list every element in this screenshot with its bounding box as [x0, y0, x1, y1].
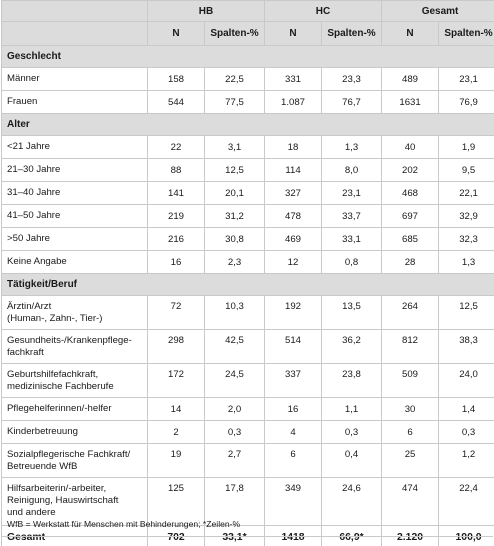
table-row — [2, 444, 494, 478]
total-cell: 66,9* — [322, 526, 382, 546]
cell: 114 — [265, 159, 322, 182]
cell: 474 — [382, 478, 439, 526]
section-title: Tätigkeit/Beruf — [2, 274, 494, 296]
section-row-alter — [2, 114, 494, 136]
cell: 0,3 — [205, 421, 265, 444]
cell: 6 — [265, 444, 322, 478]
cell: 125 — [148, 478, 205, 526]
cell: 685 — [382, 228, 439, 251]
cell: 17,8 — [205, 478, 265, 526]
cell: 9,5 — [439, 159, 494, 182]
table-footnote: WfB = Werkstatt für Menschen mit Behinderungen; *Zeilen-% — [7, 519, 241, 529]
cell: 12 — [265, 251, 322, 274]
cell: 1,2 — [439, 444, 494, 478]
cell: 514 — [265, 330, 322, 364]
table-row — [2, 330, 494, 364]
cell: 264 — [382, 296, 439, 330]
section-row-taetigkeit — [2, 274, 494, 296]
cell: 1,1 — [322, 398, 382, 421]
cell: 23,8 — [322, 364, 382, 398]
section-title: Alter — [2, 114, 494, 136]
cell: 1.087 — [265, 91, 322, 114]
cell: 812 — [382, 330, 439, 364]
cell: 1,3 — [322, 136, 382, 159]
group-header-row — [2, 1, 494, 22]
row-label: >50 Jahre — [2, 228, 148, 251]
table-row — [2, 296, 494, 330]
total-cell: 2.120 — [382, 526, 439, 546]
row-label: Geburtshilfefachkraft, medizinische Fachberufe — [2, 364, 148, 398]
total-cell: 100,0 — [439, 526, 494, 546]
row-label: Hilfsarbeiterin/-arbeiter, Reinigung, Hauswirtschaft und andere — [2, 478, 148, 526]
cell: 18 — [265, 136, 322, 159]
cell: 40 — [382, 136, 439, 159]
cell: 28 — [382, 251, 439, 274]
cell: 172 — [148, 364, 205, 398]
cell: 216 — [148, 228, 205, 251]
cell: 23,1 — [439, 68, 494, 91]
cell: 202 — [382, 159, 439, 182]
cell: 349 — [265, 478, 322, 526]
cell: 1,9 — [439, 136, 494, 159]
group-header-hb: HB — [148, 1, 265, 22]
cell: 12,5 — [439, 296, 494, 330]
cell: 76,9 — [439, 91, 494, 114]
corner-cell — [2, 1, 148, 22]
cell: 468 — [382, 182, 439, 205]
cell: 2,7 — [205, 444, 265, 478]
cell: 337 — [265, 364, 322, 398]
cell: 22,4 — [439, 478, 494, 526]
section-title: Geschlecht — [2, 46, 494, 68]
row-label: 31–40 Jahre — [2, 182, 148, 205]
cell: 42,5 — [205, 330, 265, 364]
row-label: Männer — [2, 68, 148, 91]
data-table — [1, 0, 494, 546]
subcol-header: N — [382, 22, 439, 46]
cell: 0,3 — [322, 421, 382, 444]
total-cell: 1418 — [265, 526, 322, 546]
table-row — [2, 421, 494, 444]
cell: 24,0 — [439, 364, 494, 398]
table-row — [2, 68, 494, 91]
cell: 2,3 — [205, 251, 265, 274]
row-label: <21 Jahre — [2, 136, 148, 159]
row-label: Kinderbetreuung — [2, 421, 148, 444]
cell: 544 — [148, 91, 205, 114]
cell: 13,5 — [322, 296, 382, 330]
row-label: Keine Angabe — [2, 251, 148, 274]
cell: 0,8 — [322, 251, 382, 274]
table-row — [2, 228, 494, 251]
row-label: Ärztin/Arzt (Human-, Zahn-, Tier-) — [2, 296, 148, 330]
cell: 10,3 — [205, 296, 265, 330]
table-row — [2, 251, 494, 274]
section-row-geschlecht — [2, 46, 494, 68]
row-label: Frauen — [2, 91, 148, 114]
subcol-header-row — [2, 22, 494, 46]
cell: 14 — [148, 398, 205, 421]
cell: 22 — [148, 136, 205, 159]
cell: 24,6 — [322, 478, 382, 526]
table-row — [2, 159, 494, 182]
subcol-header: Spalten-% — [439, 22, 494, 46]
cell: 33,7 — [322, 205, 382, 228]
footnote-divider — [1, 536, 493, 537]
cell: 4 — [265, 421, 322, 444]
cell: 38,3 — [439, 330, 494, 364]
cell: 141 — [148, 182, 205, 205]
cell: 30 — [382, 398, 439, 421]
cell: 77,5 — [205, 91, 265, 114]
subcol-header: Spalten-% — [205, 22, 265, 46]
row-label: 21–30 Jahre — [2, 159, 148, 182]
total-cell: 33,1* — [205, 526, 265, 546]
cell: 32,3 — [439, 228, 494, 251]
row-label: Sozialpflegerische Fachkraft/ Betreuende WfB — [2, 444, 148, 478]
table-row — [2, 364, 494, 398]
cell: 20,1 — [205, 182, 265, 205]
cell: 30,8 — [205, 228, 265, 251]
group-header-hc: HC — [265, 1, 382, 22]
cell: 1,4 — [439, 398, 494, 421]
cell: 16 — [265, 398, 322, 421]
cell: 88 — [148, 159, 205, 182]
cell: 76,7 — [322, 91, 382, 114]
row-label: Pflegehelferinnen/-helfer — [2, 398, 148, 421]
cell: 32,9 — [439, 205, 494, 228]
cell: 25 — [382, 444, 439, 478]
table-row — [2, 398, 494, 421]
subcol-header: Spalten-% — [322, 22, 382, 46]
cell: 72 — [148, 296, 205, 330]
group-header-gesamt: Gesamt — [382, 1, 494, 22]
table-row — [2, 205, 494, 228]
cell: 19 — [148, 444, 205, 478]
cell: 23,1 — [322, 182, 382, 205]
cell: 1631 — [382, 91, 439, 114]
cell: 23,3 — [322, 68, 382, 91]
cell: 298 — [148, 330, 205, 364]
cell: 22,5 — [205, 68, 265, 91]
cell: 331 — [265, 68, 322, 91]
cell: 192 — [265, 296, 322, 330]
cell: 697 — [382, 205, 439, 228]
cell: 478 — [265, 205, 322, 228]
cell: 0,3 — [439, 421, 494, 444]
corner-cell — [2, 22, 148, 46]
cell: 158 — [148, 68, 205, 91]
cell: 327 — [265, 182, 322, 205]
cell: 33,1 — [322, 228, 382, 251]
cell: 0,4 — [322, 444, 382, 478]
total-label: Gesamt — [2, 526, 148, 546]
table-row — [2, 136, 494, 159]
cell: 36,2 — [322, 330, 382, 364]
row-label: Gesundheits-/Krankenpflege- fachkraft — [2, 330, 148, 364]
cell: 24,5 — [205, 364, 265, 398]
cell: 2 — [148, 421, 205, 444]
table-row — [2, 91, 494, 114]
subcol-header: N — [265, 22, 322, 46]
cell: 489 — [382, 68, 439, 91]
cell: 3,1 — [205, 136, 265, 159]
cell: 22,1 — [439, 182, 494, 205]
row-label: 41–50 Jahre — [2, 205, 148, 228]
cell: 1,3 — [439, 251, 494, 274]
cell: 31,2 — [205, 205, 265, 228]
total-cell: 702 — [148, 526, 205, 546]
cell: 219 — [148, 205, 205, 228]
cell: 8,0 — [322, 159, 382, 182]
cell: 6 — [382, 421, 439, 444]
subcol-header: N — [148, 22, 205, 46]
cell: 12,5 — [205, 159, 265, 182]
cell: 16 — [148, 251, 205, 274]
cell: 2,0 — [205, 398, 265, 421]
cell: 469 — [265, 228, 322, 251]
table-row — [2, 182, 494, 205]
cell: 509 — [382, 364, 439, 398]
